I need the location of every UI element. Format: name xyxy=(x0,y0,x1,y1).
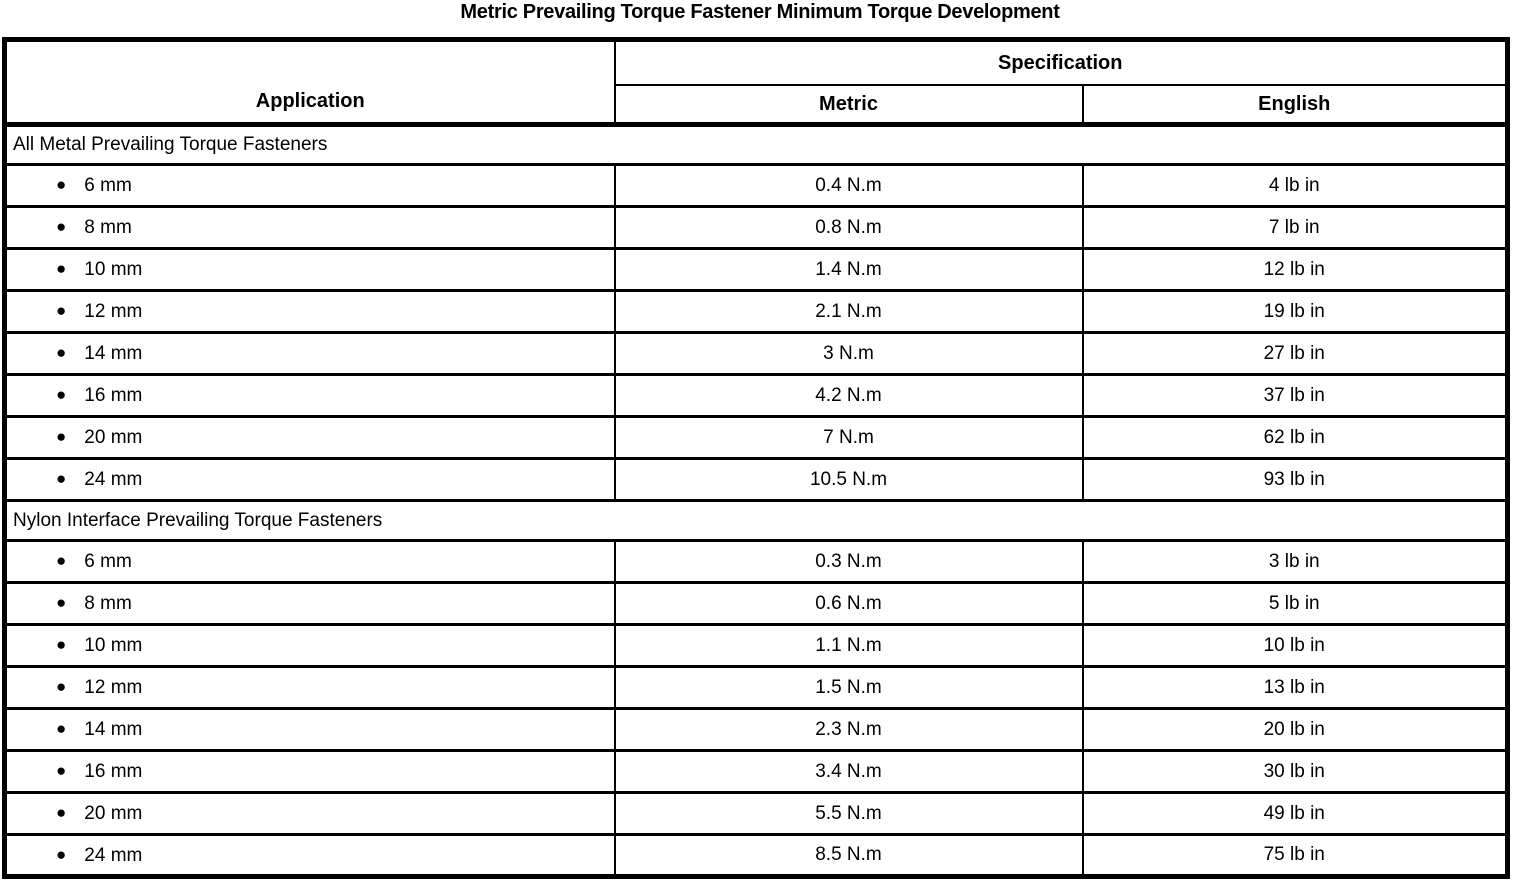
metric-value-cell: 8.5 N.m xyxy=(615,835,1083,877)
application-cell xyxy=(5,709,615,751)
english-value-cell: 19 lb in xyxy=(1083,291,1508,333)
metric-value-cell: 7 N.m xyxy=(615,417,1083,459)
application-cell xyxy=(5,459,615,501)
bullet-icon: ● xyxy=(56,469,67,488)
metric-value-cell: 4.2 N.m xyxy=(615,375,1083,417)
bullet-icon: ● xyxy=(56,217,67,236)
header-row-specification xyxy=(5,40,1508,85)
bullet-icon: ● xyxy=(56,593,67,612)
metric-value-cell: 3 N.m xyxy=(615,333,1083,375)
table-row xyxy=(5,333,1508,375)
metric-value-cell: 0.8 N.m xyxy=(615,207,1083,249)
bullet-icon: ● xyxy=(56,844,67,864)
application-cell xyxy=(5,375,615,417)
table-row xyxy=(5,835,1508,877)
bullet-icon: ● xyxy=(56,343,67,362)
table-row xyxy=(5,667,1508,709)
bullet-icon: ● xyxy=(56,259,67,278)
application-column-header: Application xyxy=(5,40,615,125)
metric-value-cell: 1.5 N.m xyxy=(615,667,1083,709)
section-header-row xyxy=(5,125,1508,165)
application-label: 24 mm xyxy=(84,844,143,866)
metric-value-cell: 5.5 N.m xyxy=(615,793,1083,835)
metric-value-cell: 0.4 N.m xyxy=(615,165,1083,207)
application-cell xyxy=(5,793,615,835)
metric-value-cell: 2.1 N.m xyxy=(615,291,1083,333)
metric-column-header: Metric xyxy=(615,85,1083,125)
metric-value-cell: 1.4 N.m xyxy=(615,249,1083,291)
metric-value-cell: 3.4 N.m xyxy=(615,751,1083,793)
metric-value-cell: 2.3 N.m xyxy=(615,709,1083,751)
application-label: 8 mm xyxy=(84,217,132,238)
english-value-cell: 20 lb in xyxy=(1083,709,1508,751)
application-label: 12 mm xyxy=(84,301,143,322)
english-value-cell: 5 lb in xyxy=(1083,583,1508,625)
application-label: 10 mm xyxy=(84,635,143,656)
table-row xyxy=(5,583,1508,625)
english-value-cell: 27 lb in xyxy=(1083,333,1508,375)
table-row xyxy=(5,291,1508,333)
table-row xyxy=(5,459,1508,501)
english-value-cell: 10 lb in xyxy=(1083,625,1508,667)
english-value-cell: 49 lb in xyxy=(1083,793,1508,835)
bullet-icon: ● xyxy=(56,427,67,446)
page-title: Metric Prevailing Torque Fastener Minimum Torque Development xyxy=(460,1,1060,23)
application-label: 6 mm xyxy=(84,175,132,196)
application-label: 14 mm xyxy=(84,719,143,740)
application-cell xyxy=(5,583,615,625)
application-label: 12 mm xyxy=(84,677,143,698)
section-label: All Metal Prevailing Torque Fasteners xyxy=(5,125,1508,165)
application-cell xyxy=(5,165,615,207)
table-body xyxy=(5,125,1508,877)
english-value-cell: 12 lb in xyxy=(1083,249,1508,291)
specification-column-header: Specification xyxy=(615,40,1508,85)
english-value-cell: 4 lb in xyxy=(1083,165,1508,207)
bullet-icon: ● xyxy=(56,803,67,822)
torque-spec-table xyxy=(2,37,1510,879)
application-cell xyxy=(5,333,615,375)
application-label: 10 mm xyxy=(84,259,143,280)
table-row xyxy=(5,541,1508,583)
metric-value-cell: 1.1 N.m xyxy=(615,625,1083,667)
bullet-icon: ● xyxy=(56,677,67,696)
section-header-row xyxy=(5,501,1508,541)
english-value-cell: 30 lb in xyxy=(1083,751,1508,793)
application-cell xyxy=(5,417,615,459)
application-label: 14 mm xyxy=(84,343,143,364)
bullet-icon: ● xyxy=(56,719,67,738)
application-label: 20 mm xyxy=(84,427,143,448)
application-cell xyxy=(5,291,615,333)
english-value-cell: 75 lb in xyxy=(1083,835,1508,877)
table-row xyxy=(5,751,1508,793)
table-row xyxy=(5,417,1508,459)
application-cell xyxy=(5,541,615,583)
english-value-cell: 7 lb in xyxy=(1083,207,1508,249)
application-cell xyxy=(5,835,615,877)
table-row xyxy=(5,375,1508,417)
english-value-cell: 62 lb in xyxy=(1083,417,1508,459)
table-header xyxy=(5,40,1508,125)
table-row xyxy=(5,793,1508,835)
bullet-icon: ● xyxy=(56,551,67,570)
bullet-icon: ● xyxy=(56,761,67,780)
table-row xyxy=(5,165,1508,207)
table-row xyxy=(5,207,1508,249)
table-row xyxy=(5,709,1508,751)
metric-value-cell: 0.6 N.m xyxy=(615,583,1083,625)
bullet-icon: ● xyxy=(56,385,67,404)
application-label: 16 mm xyxy=(84,761,143,782)
application-label: 16 mm xyxy=(84,385,143,406)
english-value-cell: 93 lb in xyxy=(1083,459,1508,501)
english-value-cell: 37 lb in xyxy=(1083,375,1508,417)
application-cell xyxy=(5,207,615,249)
english-column-header: English xyxy=(1083,85,1508,125)
bullet-icon: ● xyxy=(56,301,67,320)
application-cell xyxy=(5,625,615,667)
english-value-cell: 3 lb in xyxy=(1083,541,1508,583)
application-label: 24 mm xyxy=(84,469,143,490)
metric-value-cell: 0.3 N.m xyxy=(615,541,1083,583)
application-cell xyxy=(5,249,615,291)
metric-value-cell: 10.5 N.m xyxy=(615,459,1083,501)
application-label: 8 mm xyxy=(84,593,132,614)
bullet-icon: ● xyxy=(56,175,67,194)
application-cell xyxy=(5,667,615,709)
application-cell xyxy=(5,751,615,793)
section-label: Nylon Interface Prevailing Torque Fasteners xyxy=(5,501,1508,541)
table-row xyxy=(5,625,1508,667)
english-value-cell: 13 lb in xyxy=(1083,667,1508,709)
table-row xyxy=(5,249,1508,291)
bullet-icon: ● xyxy=(56,635,67,654)
application-label: 6 mm xyxy=(84,551,132,572)
application-label: 20 mm xyxy=(84,803,143,824)
